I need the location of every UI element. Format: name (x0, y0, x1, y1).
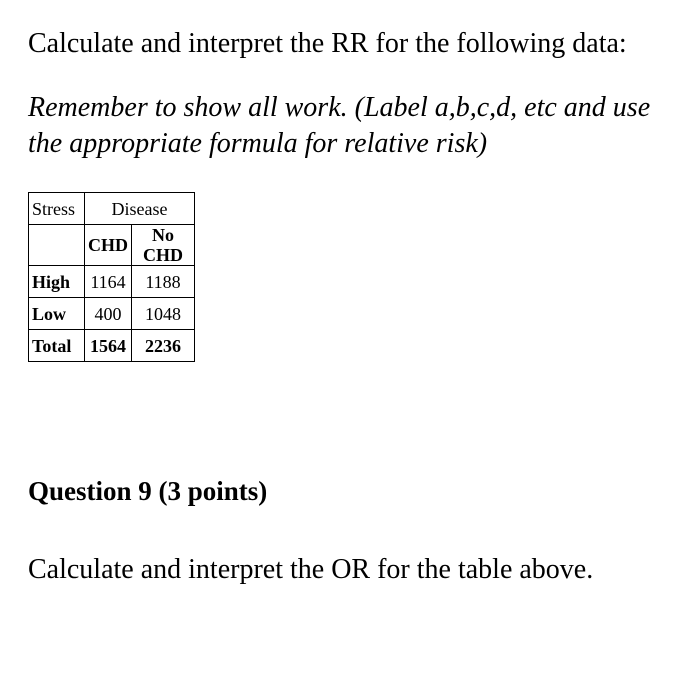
table-subheader-row (29, 225, 195, 266)
row-label-high: High (29, 266, 85, 298)
col-header-chd: CHD (85, 225, 132, 266)
instruction-line-2: the appropriate formula for relative risk) (28, 128, 488, 159)
col-header-no-chd: No CHD (132, 225, 195, 266)
cell-total-chd: 1564 (85, 330, 132, 362)
stress-disease-table (28, 192, 195, 362)
cell-low-no-chd: 1048 (132, 298, 195, 330)
table-row (29, 330, 195, 362)
cell-high-chd: 1164 (85, 266, 132, 298)
instruction-line-1: Remember to show all work. (Label a,b,c,d, etc and use (28, 92, 651, 123)
question-9-prompt: Calculate and interpret the OR for the table above. (28, 554, 594, 585)
table-row (29, 298, 195, 330)
question-9-title: Question 9 (3 points) (28, 476, 268, 506)
cell-total-no-chd: 2236 (132, 330, 195, 362)
row-label-low: Low (29, 298, 85, 330)
row-header-stress: Stress (29, 193, 85, 225)
question-8-instruction (28, 90, 650, 162)
row-label-total: Total (29, 330, 85, 362)
cell-high-no-chd: 1188 (132, 266, 195, 298)
table-row (29, 266, 195, 298)
table-header-row (29, 193, 195, 225)
cell-low-chd: 400 (85, 298, 132, 330)
question-8-prompt: Calculate and interpret the RR for the following data: (28, 28, 627, 59)
empty-cell (29, 225, 85, 266)
col-group-header-disease: Disease (85, 193, 195, 225)
